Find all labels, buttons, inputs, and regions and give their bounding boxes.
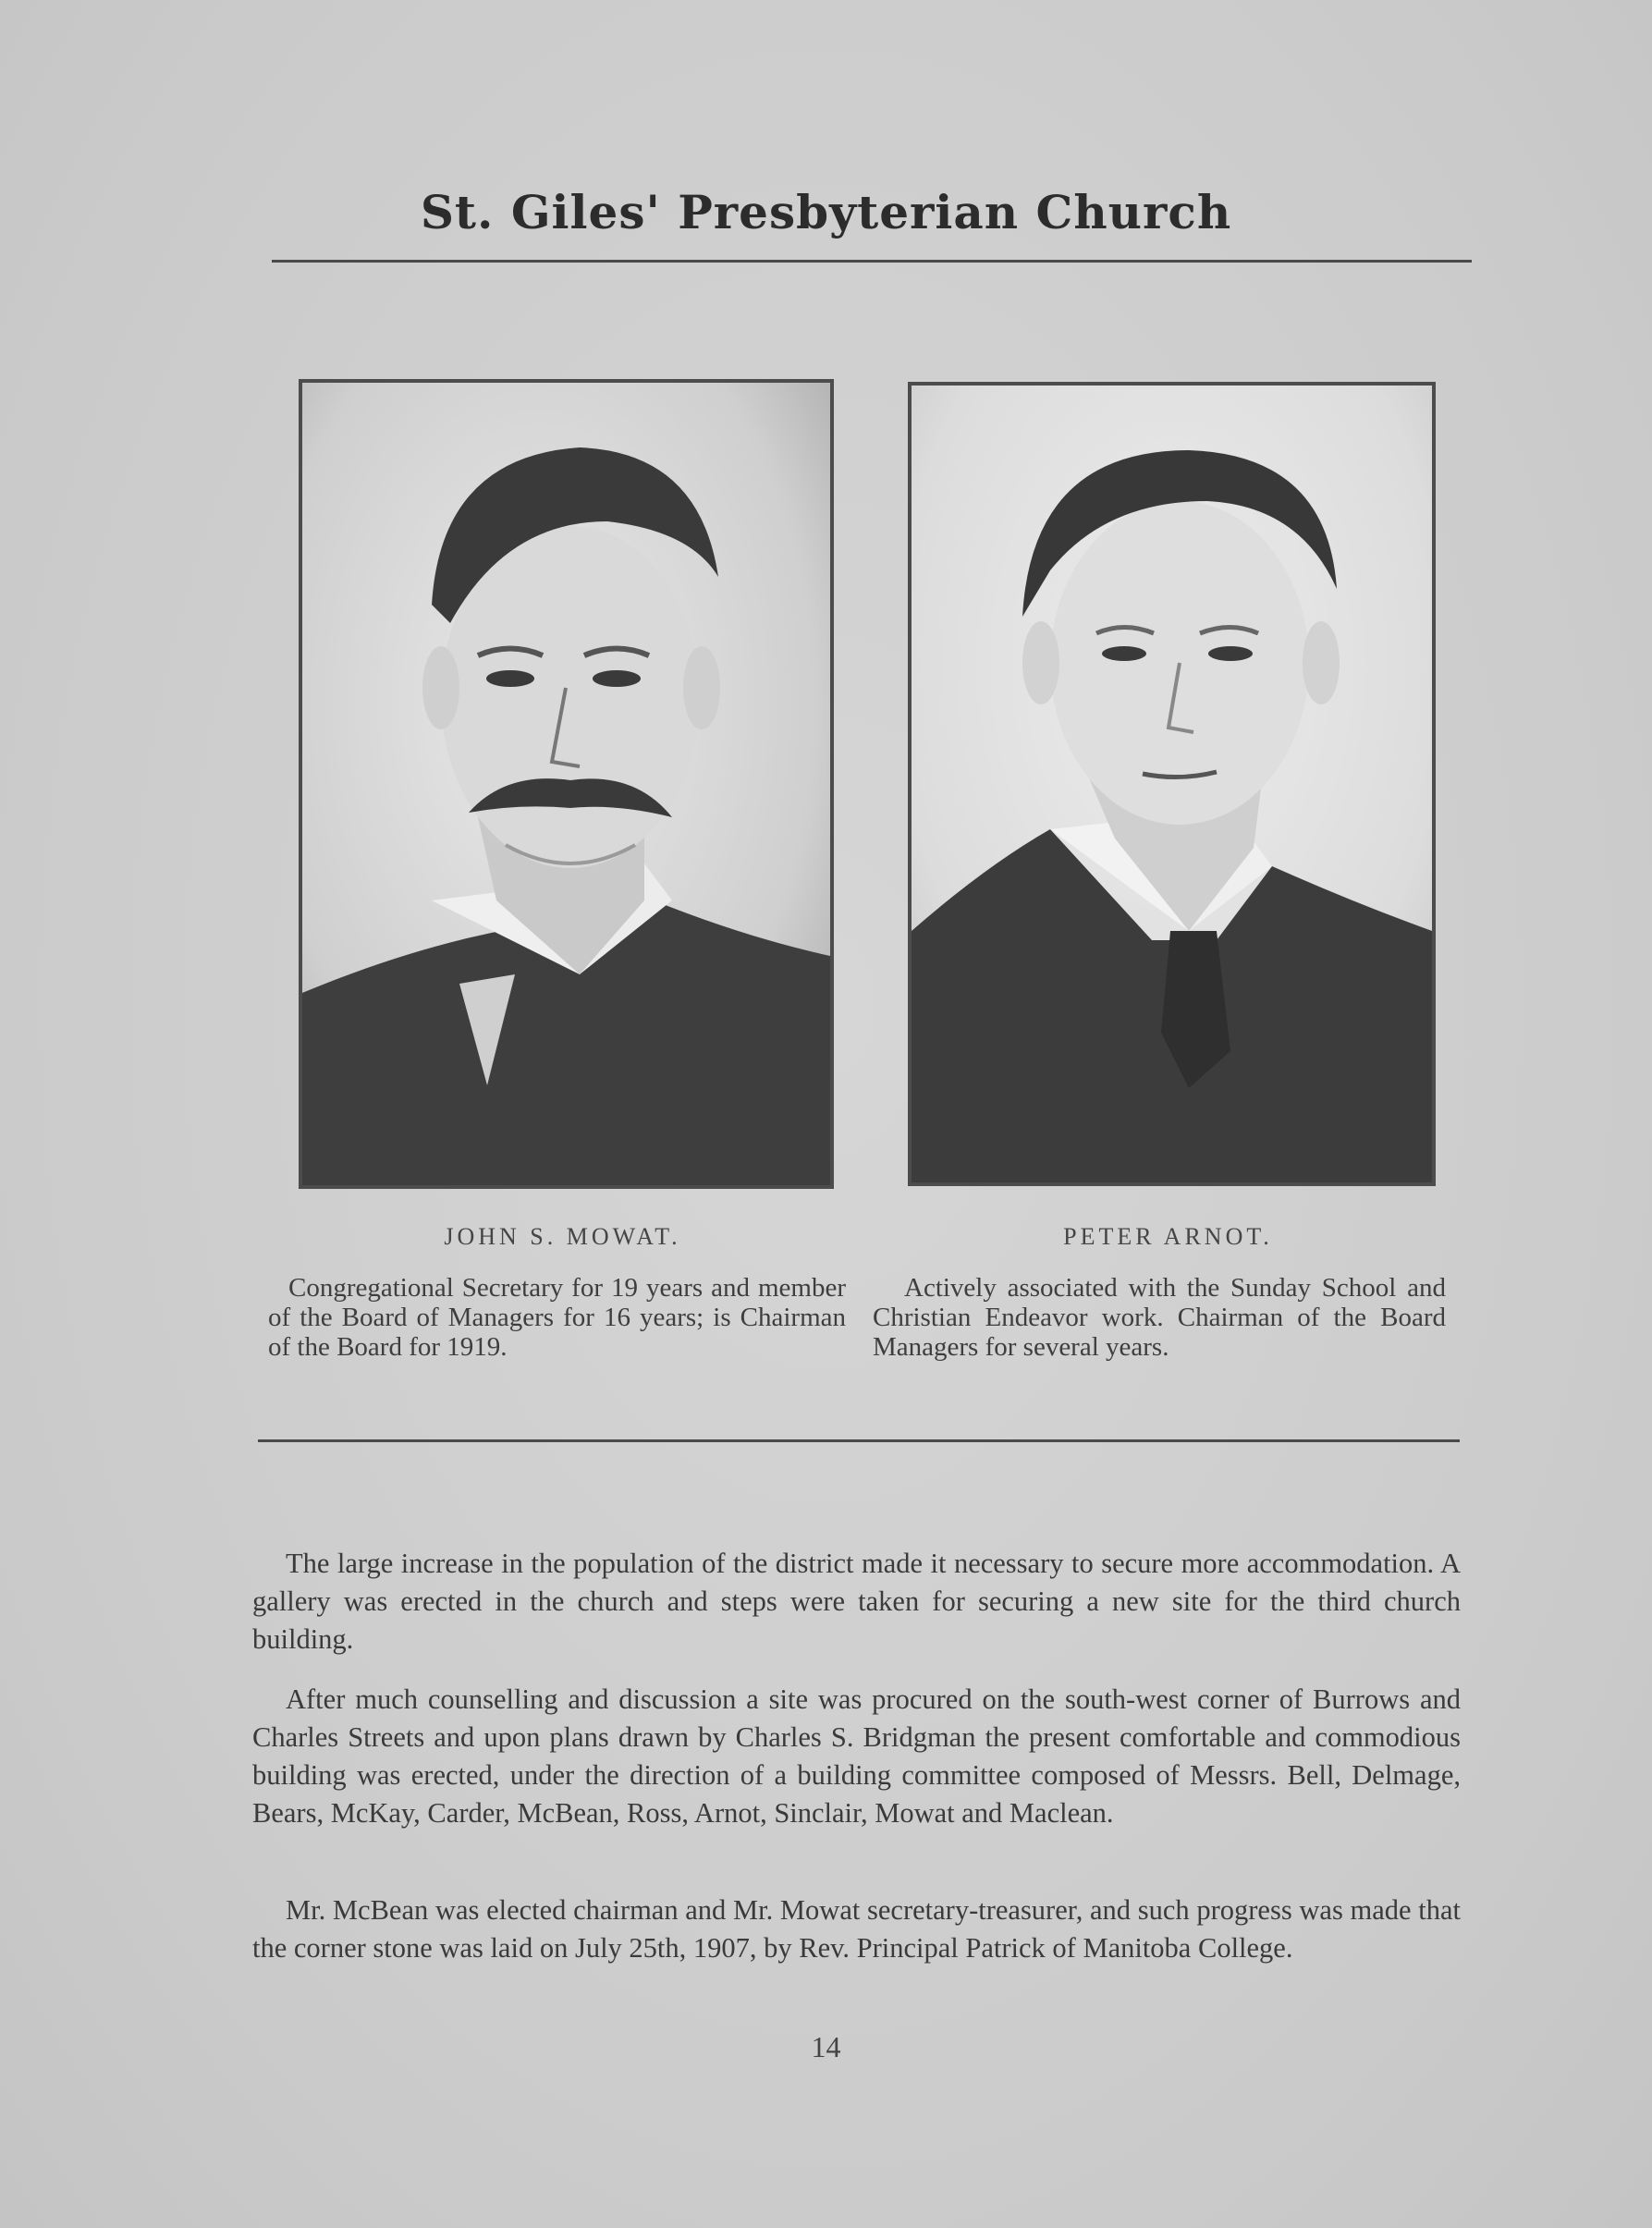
page-header-title: St. Giles' Presbyterian Church xyxy=(420,185,1232,239)
header-rule xyxy=(272,260,1472,263)
body-paragraph: The large increase in the population of the district made it necessary to secure more accommodation. A gallery was erected in the church and steps were taken for securing a new site for the third church building. xyxy=(252,1547,1461,1655)
portrait-caption-john-mowat: Congregational Secretary for 19 years and member of the Board of Managers for 16 years; is Chairman of the Board for 1919. xyxy=(268,1273,846,1362)
portrait-photo-peter-arnot xyxy=(908,382,1436,1186)
section-rule xyxy=(258,1439,1460,1442)
body-paragraph: Mr. McBean was elected chairman and Mr. Mowat secretary-treasurer, and such progress was made that the corner stone was laid on July 25th, 1907, by Rev. Principal Patrick of Manitoba College. xyxy=(252,1893,1461,1964)
portrait-caption-peter-arnot: Actively associated with the Sunday School and Christian Endeavor work. Chairman of the Board Managers for several years. xyxy=(873,1273,1446,1362)
portrait-photo-john-mowat xyxy=(299,379,834,1189)
page-number: 14 xyxy=(811,2030,841,2063)
body-paragraph: After much counselling and discussion a site was procured on the south-west corner of Burrows and Charles Streets and upon plans drawn by Charles S. Bridgman the present comfortable and commodious building was erected, under the direction of a building committee composed of Messrs. Bell, Delmage, Bears, McKay, Carder, McBean, Ross, Arnot, Sinclair, Mowat and Maclean. xyxy=(252,1683,1461,1829)
portrait-name-john-mowat: JOHN S. MOWAT. xyxy=(444,1223,681,1250)
portrait-name-peter-arnot: PETER ARNOT. xyxy=(1063,1223,1273,1250)
